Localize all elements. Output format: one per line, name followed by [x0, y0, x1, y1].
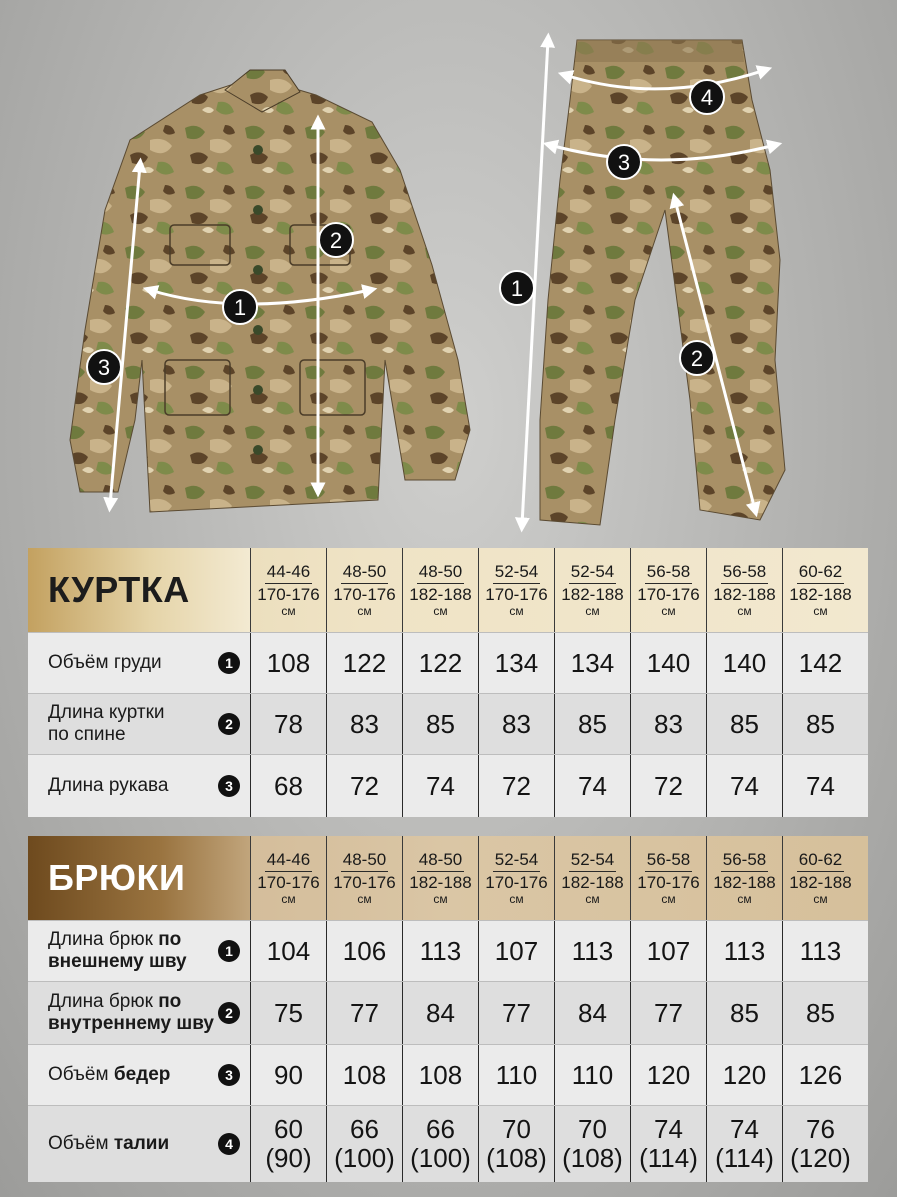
table-cell — [478, 1106, 554, 1182]
row-label-part: Длина брюк — [48, 991, 159, 1012]
waist-value-alt: (100) — [410, 1143, 471, 1173]
table-row-sleeve — [28, 754, 868, 817]
height-range: 170-176 — [257, 584, 320, 604]
table-row-chest — [28, 632, 868, 693]
size-range: 56-58 — [645, 563, 692, 584]
height-range: 182-188 — [789, 872, 852, 892]
size-column-header — [250, 836, 326, 920]
table-row-back-length — [28, 693, 868, 754]
unit-label: см — [813, 891, 828, 906]
size-column-header — [478, 548, 554, 632]
row-label — [28, 755, 250, 817]
waist-value: 60 — [274, 1114, 303, 1144]
size-column-header — [706, 836, 782, 920]
height-range: 182-188 — [713, 584, 776, 604]
unit-label: см — [813, 603, 828, 618]
height-range: 170-176 — [637, 872, 700, 892]
row-label-part: Объём — [48, 1064, 114, 1085]
waist-value: 76 — [806, 1114, 835, 1144]
measure-number-badge: 2 — [218, 1002, 240, 1024]
size-column-header — [402, 836, 478, 920]
unit-label: см — [737, 603, 752, 618]
row-label-bold: бедер — [113, 1064, 171, 1085]
size-range: 56-58 — [721, 563, 768, 584]
table-cell: 134 — [554, 633, 630, 693]
table-cell: 85 — [782, 694, 858, 754]
size-column-header — [250, 548, 326, 632]
product-hero — [0, 0, 897, 540]
size-range: 48-50 — [341, 563, 388, 584]
table-cell: 72 — [478, 755, 554, 817]
size-column-header — [782, 548, 858, 632]
table-cell: 107 — [478, 921, 554, 981]
pants-marker-3 — [607, 145, 641, 179]
height-range: 170-176 — [485, 584, 548, 604]
unit-label: см — [433, 891, 448, 906]
waist-value: 70 — [578, 1114, 607, 1144]
row-label — [28, 1045, 250, 1105]
table-cell: 77 — [478, 982, 554, 1044]
jacket-table-header — [28, 548, 868, 632]
waist-value: 66 — [350, 1114, 379, 1144]
table-cell: 140 — [706, 633, 782, 693]
height-range: 170-176 — [637, 584, 700, 604]
row-label — [28, 921, 250, 981]
pants-marker-1 — [500, 271, 534, 305]
unit-label: см — [737, 891, 752, 906]
pants-marker-2 — [680, 341, 714, 375]
table-cell: 113 — [706, 921, 782, 981]
table-cell: 113 — [782, 921, 858, 981]
unit-label: см — [585, 891, 600, 906]
row-label-text — [48, 929, 187, 973]
table-cell: 83 — [630, 694, 706, 754]
unit-label: см — [509, 891, 524, 906]
size-column-header — [402, 548, 478, 632]
table-cell: 120 — [630, 1045, 706, 1105]
pants-table-header — [28, 836, 868, 920]
jacket-size-table — [28, 548, 868, 817]
size-column-header — [326, 836, 402, 920]
waist-value-alt: (108) — [486, 1143, 547, 1173]
table-cell: 108 — [326, 1045, 402, 1105]
height-range: 182-188 — [789, 584, 852, 604]
table-cell: 107 — [630, 921, 706, 981]
height-range: 182-188 — [409, 872, 472, 892]
table-row-waist — [28, 1105, 868, 1182]
unit-label: см — [357, 603, 372, 618]
height-range: 170-176 — [257, 872, 320, 892]
table-cell: 75 — [250, 982, 326, 1044]
table-cell: 74 — [782, 755, 858, 817]
size-range: 52-54 — [493, 851, 540, 872]
table-cell: 104 — [250, 921, 326, 981]
table-cell: 85 — [706, 694, 782, 754]
row-label-bold: по — [158, 929, 182, 950]
unit-label: см — [433, 603, 448, 618]
height-range: 182-188 — [713, 872, 776, 892]
jacket-marker-2 — [319, 223, 353, 257]
unit-label: см — [661, 603, 676, 618]
waist-value-alt: (120) — [790, 1143, 851, 1173]
waist-value: 66 — [426, 1114, 455, 1144]
table-cell: 110 — [478, 1045, 554, 1105]
unit-label: см — [281, 891, 296, 906]
row-label-text — [48, 991, 214, 1035]
table-cell: 68 — [250, 755, 326, 817]
table-cell — [706, 1106, 782, 1182]
svg-text:2: 2 — [329, 228, 343, 253]
svg-text:2: 2 — [690, 346, 704, 371]
size-range: 52-54 — [493, 563, 540, 584]
table-cell — [630, 1106, 706, 1182]
table-cell: 77 — [326, 982, 402, 1044]
table-cell: 126 — [782, 1045, 858, 1105]
table-cell: 72 — [630, 755, 706, 817]
size-column-header — [706, 548, 782, 632]
table-cell: 108 — [402, 1045, 478, 1105]
unit-label: см — [281, 603, 296, 618]
table-cell: 85 — [554, 694, 630, 754]
pants-marker-4 — [690, 80, 724, 114]
waist-value: 74 — [730, 1114, 759, 1144]
size-range: 60-62 — [797, 563, 844, 584]
svg-text:3: 3 — [97, 355, 111, 380]
garment-illustration — [0, 0, 897, 540]
height-range: 170-176 — [333, 584, 396, 604]
measure-number-badge: 4 — [218, 1133, 240, 1155]
size-range: 48-50 — [417, 563, 464, 584]
measure-number-badge: 3 — [218, 775, 240, 797]
unit-label: см — [509, 603, 524, 618]
height-range: 170-176 — [485, 872, 548, 892]
table-cell: 142 — [782, 633, 858, 693]
size-range: 44-46 — [265, 563, 312, 584]
table-cell: 85 — [782, 982, 858, 1044]
table-cell: 78 — [250, 694, 326, 754]
height-range: 182-188 — [561, 872, 624, 892]
table-cell: 83 — [478, 694, 554, 754]
table-row-hips — [28, 1044, 868, 1105]
size-range: 52-54 — [569, 563, 616, 584]
size-range: 44-46 — [265, 851, 312, 872]
row-label-part: Объём — [48, 1133, 114, 1154]
table-row-inner-seam — [28, 981, 868, 1044]
size-range: 48-50 — [417, 851, 464, 872]
svg-text:1: 1 — [233, 295, 247, 320]
height-range: 182-188 — [409, 584, 472, 604]
table-cell: 122 — [402, 633, 478, 693]
row-label-bold: внутреннему шву — [48, 1013, 214, 1034]
table-cell: 120 — [706, 1045, 782, 1105]
row-label-bold: талии — [113, 1133, 170, 1154]
row-label — [28, 633, 250, 693]
waist-value-alt: (114) — [715, 1143, 774, 1173]
table-cell: 84 — [402, 982, 478, 1044]
row-label-part: Длина брюк — [48, 929, 159, 950]
table-cell: 72 — [326, 755, 402, 817]
row-label-line-1: Длина куртки — [48, 702, 165, 723]
measure-number-badge: 1 — [218, 940, 240, 962]
row-label-text: Объём груди — [48, 652, 162, 673]
pants-table-title: БРЮКИ — [28, 836, 250, 920]
size-column-header — [326, 548, 402, 632]
table-cell: 83 — [326, 694, 402, 754]
table-cell: 90 — [250, 1045, 326, 1105]
size-range: 60-62 — [797, 851, 844, 872]
table-cell: 108 — [250, 633, 326, 693]
row-label-text — [48, 702, 165, 746]
unit-label: см — [585, 603, 600, 618]
row-label — [28, 694, 250, 754]
unit-label: см — [661, 891, 676, 906]
measure-number-badge: 1 — [218, 652, 240, 674]
jacket-table-title: КУРТКА — [28, 548, 250, 632]
waist-value-alt: (114) — [639, 1143, 698, 1173]
size-range: 56-58 — [721, 851, 768, 872]
table-cell: 113 — [554, 921, 630, 981]
row-label-text: Длина рукава — [48, 775, 169, 796]
measure-number-badge: 3 — [218, 1064, 240, 1086]
unit-label: см — [357, 891, 372, 906]
table-cell: 85 — [402, 694, 478, 754]
table-cell: 84 — [554, 982, 630, 1044]
row-label — [28, 1106, 250, 1182]
pants-size-table — [28, 836, 868, 1182]
svg-text:1: 1 — [510, 276, 524, 301]
table-cell: 122 — [326, 633, 402, 693]
row-label-bold: внешнему шву — [48, 951, 187, 972]
table-cell: 140 — [630, 633, 706, 693]
svg-text:4: 4 — [700, 85, 714, 110]
jacket-marker-3 — [87, 350, 121, 384]
table-cell: 113 — [402, 921, 478, 981]
row-label-text — [48, 1064, 170, 1086]
pants-image — [540, 40, 785, 525]
waist-value-alt: (90) — [265, 1143, 312, 1173]
height-range: 182-188 — [561, 584, 624, 604]
size-range: 52-54 — [569, 851, 616, 872]
table-cell: 85 — [706, 982, 782, 1044]
row-label-bold: по — [158, 991, 182, 1012]
table-cell — [554, 1106, 630, 1182]
table-cell: 134 — [478, 633, 554, 693]
row-label-line-2: по спине — [48, 724, 126, 745]
table-cell: 77 — [630, 982, 706, 1044]
table-cell — [782, 1106, 858, 1182]
size-column-header — [630, 548, 706, 632]
table-cell — [250, 1106, 326, 1182]
size-column-header — [782, 836, 858, 920]
size-range: 48-50 — [341, 851, 388, 872]
size-column-header — [554, 836, 630, 920]
waist-value-alt: (108) — [562, 1143, 623, 1173]
size-column-header — [478, 836, 554, 920]
waist-value-alt: (100) — [334, 1143, 395, 1173]
size-column-header — [554, 548, 630, 632]
table-cell: 74 — [554, 755, 630, 817]
table-cell: 106 — [326, 921, 402, 981]
table-cell: 110 — [554, 1045, 630, 1105]
table-cell: 74 — [706, 755, 782, 817]
size-range: 56-58 — [645, 851, 692, 872]
svg-text:3: 3 — [617, 150, 631, 175]
waist-value: 74 — [654, 1114, 683, 1144]
row-label — [28, 982, 250, 1044]
table-row-outer-seam — [28, 920, 868, 981]
size-column-header — [630, 836, 706, 920]
waist-value: 70 — [502, 1114, 531, 1144]
row-label-text — [48, 1133, 169, 1155]
height-range: 170-176 — [333, 872, 396, 892]
table-cell — [402, 1106, 478, 1182]
jacket-marker-1 — [223, 290, 257, 324]
table-cell — [326, 1106, 402, 1182]
measure-number-badge: 2 — [218, 713, 240, 735]
table-cell: 74 — [402, 755, 478, 817]
